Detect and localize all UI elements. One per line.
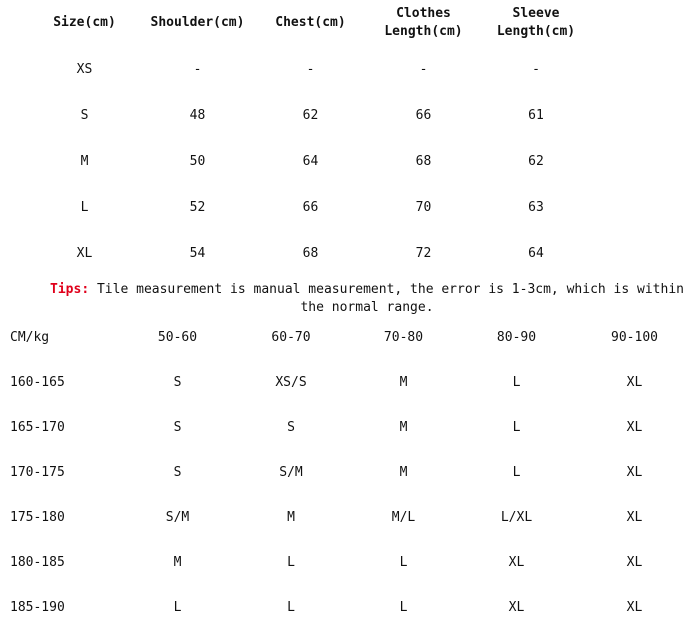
size-cell: L — [287, 555, 295, 570]
sleeve-length-cell: 64 — [528, 245, 544, 261]
shoulder-cell: 50 — [189, 153, 206, 169]
measurement-tips — [38, 281, 696, 317]
size-cell: S — [173, 465, 182, 480]
weight-range-header: 70-80 — [383, 330, 424, 345]
size-chart-header: Shoulder(cm) — [150, 15, 245, 30]
size-label-cell: XS — [76, 61, 93, 77]
tips-label: Tips: — [50, 282, 90, 297]
shoulder-cell: 52 — [189, 199, 206, 215]
table-row — [0, 585, 696, 630]
size-cell: XL — [626, 555, 643, 570]
clothes-length-cell: 72 — [415, 245, 432, 261]
weight-range-header: 80-90 — [496, 330, 537, 345]
size-cell: L — [287, 600, 295, 615]
size-chart-header-row — [28, 0, 592, 46]
height-weight-table — [0, 315, 696, 630]
clothes-length-cell: 68 — [415, 153, 432, 169]
table-row — [0, 405, 696, 450]
chest-cell: 62 — [302, 107, 319, 123]
size-chart-header: Clothes Length(cm) — [384, 6, 463, 39]
size-label-cell: L — [80, 199, 89, 215]
size-cell: M/L — [391, 510, 416, 525]
size-cell: L — [512, 465, 521, 480]
table-row — [28, 184, 592, 230]
size-cell: S — [173, 375, 182, 390]
size-chart-header: Sleeve Length(cm) — [496, 6, 576, 39]
height-range-cell: 175-180 — [10, 510, 65, 525]
size-cell: XL — [626, 375, 643, 390]
size-cell: M — [287, 510, 295, 525]
table-row — [0, 360, 696, 405]
height-range-cell: 180-185 — [10, 555, 65, 570]
table-row — [28, 92, 592, 138]
size-cell: S — [173, 420, 182, 435]
table-row — [0, 540, 696, 585]
shoulder-cell: 48 — [189, 107, 206, 123]
corner-header: CM/kg — [10, 330, 50, 345]
size-label-cell: XL — [76, 245, 93, 261]
size-cell: S — [287, 420, 295, 435]
size-chart-table — [28, 0, 592, 276]
size-cell: XL — [626, 600, 643, 615]
size-cell: L — [512, 375, 521, 390]
weight-range-header: 60-70 — [271, 330, 311, 345]
table-row — [28, 46, 592, 92]
sleeve-length-cell: 61 — [528, 107, 544, 123]
size-cell: XL — [626, 420, 643, 435]
height-range-cell: 160-165 — [10, 375, 65, 390]
sleeve-length-cell: 63 — [528, 199, 544, 215]
sleeve-length-cell: - — [532, 61, 540, 77]
size-chart-header: Size(cm) — [53, 15, 116, 30]
height-weight-header-row — [0, 315, 696, 360]
clothes-length-cell: 66 — [415, 107, 432, 123]
clothes-length-cell: 70 — [415, 199, 432, 215]
size-cell: M — [399, 375, 408, 390]
size-cell: S/M — [165, 510, 190, 525]
size-cell: XL — [508, 600, 525, 615]
size-cell: M — [399, 420, 408, 435]
size-label-cell: M — [80, 153, 89, 169]
size-cell: L — [173, 600, 182, 615]
height-range-cell: 165-170 — [10, 420, 65, 435]
size-cell: XL — [626, 510, 643, 525]
weight-range-header: 90-100 — [611, 330, 658, 345]
clothes-length-cell: - — [419, 61, 428, 77]
shoulder-cell: - — [193, 61, 202, 77]
size-cell: S/M — [279, 465, 303, 480]
chest-cell: 68 — [302, 245, 319, 261]
sleeve-length-cell: 62 — [528, 153, 544, 169]
size-cell: M — [399, 465, 408, 480]
table-row — [0, 450, 696, 495]
chest-cell: - — [306, 61, 315, 77]
shoulder-cell: 54 — [189, 245, 206, 261]
chest-cell: 64 — [302, 153, 319, 169]
height-range-cell: 185-190 — [10, 600, 65, 615]
table-row — [28, 138, 592, 184]
size-cell: L — [512, 420, 521, 435]
chest-cell: 66 — [302, 199, 319, 215]
size-label-cell: S — [80, 107, 89, 123]
size-cell: XL — [626, 465, 643, 480]
size-cell: L — [399, 600, 408, 615]
table-row — [0, 495, 696, 540]
tips-text: Tile measurement is manual measurement, the error is 1-3cm, which is within the normal range. — [96, 282, 684, 315]
table-row — [28, 230, 592, 276]
height-range-cell: 170-175 — [10, 465, 65, 480]
size-cell: L/XL — [500, 510, 533, 525]
size-cell: L — [399, 555, 408, 570]
size-cell: M — [173, 555, 182, 570]
size-chart-header: Chest(cm) — [275, 15, 346, 30]
size-cell: XL — [508, 555, 525, 570]
weight-range-header: 50-60 — [157, 330, 198, 345]
size-cell: XS/S — [275, 375, 307, 390]
